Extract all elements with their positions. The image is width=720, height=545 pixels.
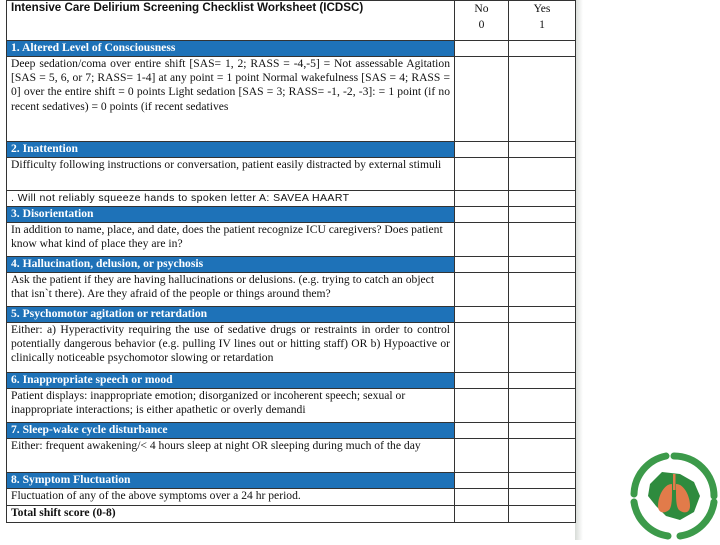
total-shift-score-label: Total shift score (0-8) <box>7 506 455 523</box>
yes-score-cell[interactable] <box>509 142 576 158</box>
no-score-cell[interactable] <box>455 389 509 423</box>
no-score-cell[interactable] <box>455 489 509 506</box>
criteria-text: Patient displays: inappropriate emotion; disorganized or incoherent speech; sexual or inappropriate interactions; is either apathetic or overly demandi <box>7 389 455 423</box>
no-score-cell[interactable] <box>455 257 509 273</box>
yes-score-cell[interactable] <box>509 273 576 307</box>
yes-score-cell[interactable] <box>509 389 576 423</box>
yes-column-header <box>509 1 576 41</box>
criteria-text: Deep sedation/coma over entire shift [SAS= 1, 2; RASS = -4,-5] = Not assessable Agitation [SAS = 5, 6, or 7; RASS= 1-4] at any point = 1 point Normal wakefulness [SAS = 4; RASS = 0] over the entire shift = 0 points Light sedation [SAS = 3; RASS= -1, -2, -3]: = 1 point (if no recent sedatives) = 0 points (if recent sedatives <box>7 57 455 142</box>
no-value: 0 <box>478 18 485 31</box>
criteria-text: Difficulty following instructions or conversation, patient easily distracted by external stimuli <box>7 158 455 191</box>
criteria-row <box>7 389 576 423</box>
section-heading: 6. Inappropriate speech or mood <box>7 373 455 389</box>
no-score-cell[interactable] <box>455 41 509 57</box>
criteria-row <box>7 273 576 307</box>
yes-score-cell[interactable] <box>509 439 576 473</box>
yes-value: 1 <box>539 18 545 31</box>
no-score-cell[interactable] <box>455 207 509 223</box>
total-row <box>7 506 576 523</box>
no-label: No <box>474 2 489 15</box>
total-no-cell[interactable] <box>455 506 509 523</box>
no-score-cell[interactable] <box>455 57 509 142</box>
criteria-text: Ask the patient if they are having hallucinations or delusions. (e.g. trying to catch an object that isn`t there). Are they afraid of the people or things around them? <box>7 273 455 307</box>
checklist-table <box>6 0 576 523</box>
no-score-cell[interactable] <box>455 191 509 207</box>
criteria-text: Either: frequent awakening/< 4 hours sleep at night OR sleeping during much of the day <box>7 439 455 473</box>
yes-score-cell[interactable] <box>509 207 576 223</box>
yes-score-cell[interactable] <box>509 423 576 439</box>
no-score-cell[interactable] <box>455 473 509 489</box>
criteria-row <box>7 57 576 142</box>
criteria-row <box>7 489 576 506</box>
yes-score-cell[interactable] <box>509 373 576 389</box>
yes-score-cell[interactable] <box>509 41 576 57</box>
section-heading: 5. Psychomotor agitation or retardation <box>7 307 455 323</box>
section-row <box>7 41 576 57</box>
yes-score-cell[interactable] <box>509 223 576 257</box>
criteria-row <box>7 323 576 373</box>
icdsc-worksheet <box>6 0 575 540</box>
criteria-text: . Will not reliably squeeze hands to spoken letter A: SAVEA HAART <box>7 191 455 207</box>
sheet-shadow <box>575 0 583 540</box>
criteria-row <box>7 439 576 473</box>
no-score-cell[interactable] <box>455 142 509 158</box>
yes-score-cell[interactable] <box>509 57 576 142</box>
section-row <box>7 373 576 389</box>
yes-score-cell[interactable] <box>509 489 576 506</box>
section-heading: 1. Altered Level of Consciousness <box>7 41 455 57</box>
criteria-row <box>7 158 576 191</box>
no-score-cell[interactable] <box>455 273 509 307</box>
lungs-map-logo-icon <box>628 450 720 540</box>
section-row <box>7 423 576 439</box>
yes-label: Yes <box>533 2 551 15</box>
total-yes-cell[interactable] <box>509 506 576 523</box>
section-heading: 3. Disorientation <box>7 207 455 223</box>
section-row <box>7 473 576 489</box>
section-heading: 8. Symptom Fluctuation <box>7 473 455 489</box>
yes-score-cell[interactable] <box>509 307 576 323</box>
section-row <box>7 307 576 323</box>
criteria-row <box>7 191 576 207</box>
section-row <box>7 142 576 158</box>
section-heading: 7. Sleep-wake cycle disturbance <box>7 423 455 439</box>
section-heading: 4. Hallucination, delusion, or psychosis <box>7 257 455 273</box>
criteria-row <box>7 223 576 257</box>
no-column-header <box>455 1 509 41</box>
section-row <box>7 207 576 223</box>
no-score-cell[interactable] <box>455 323 509 373</box>
criteria-text: In addition to name, place, and date, does the patient recognize ICU caregivers? Does patient know what kind of place they are in? <box>7 223 455 257</box>
no-score-cell[interactable] <box>455 423 509 439</box>
section-row <box>7 257 576 273</box>
no-score-cell[interactable] <box>455 439 509 473</box>
no-score-cell[interactable] <box>455 158 509 191</box>
yes-score-cell[interactable] <box>509 158 576 191</box>
criteria-text: Fluctuation of any of the above symptoms over a 24 hr period. <box>7 489 455 506</box>
yes-score-cell[interactable] <box>509 191 576 207</box>
header-row <box>7 1 576 41</box>
no-score-cell[interactable] <box>455 223 509 257</box>
section-heading: 2. Inattention <box>7 142 455 158</box>
no-score-cell[interactable] <box>455 307 509 323</box>
yes-score-cell[interactable] <box>509 257 576 273</box>
no-score-cell[interactable] <box>455 373 509 389</box>
yes-score-cell[interactable] <box>509 473 576 489</box>
worksheet-title: Intensive Care Delirium Screening Checklist Worksheet (ICDSC) <box>7 1 455 41</box>
yes-score-cell[interactable] <box>509 323 576 373</box>
criteria-text: Either: a) Hyperactivity requiring the use of sedative drugs or restraints in order to control potentially dangerous behavior (e.g. pulling IV lines out or hitting staff) OR b) Hypoactive or clinically noticeable psychomotor slowing or retardation <box>7 323 455 373</box>
